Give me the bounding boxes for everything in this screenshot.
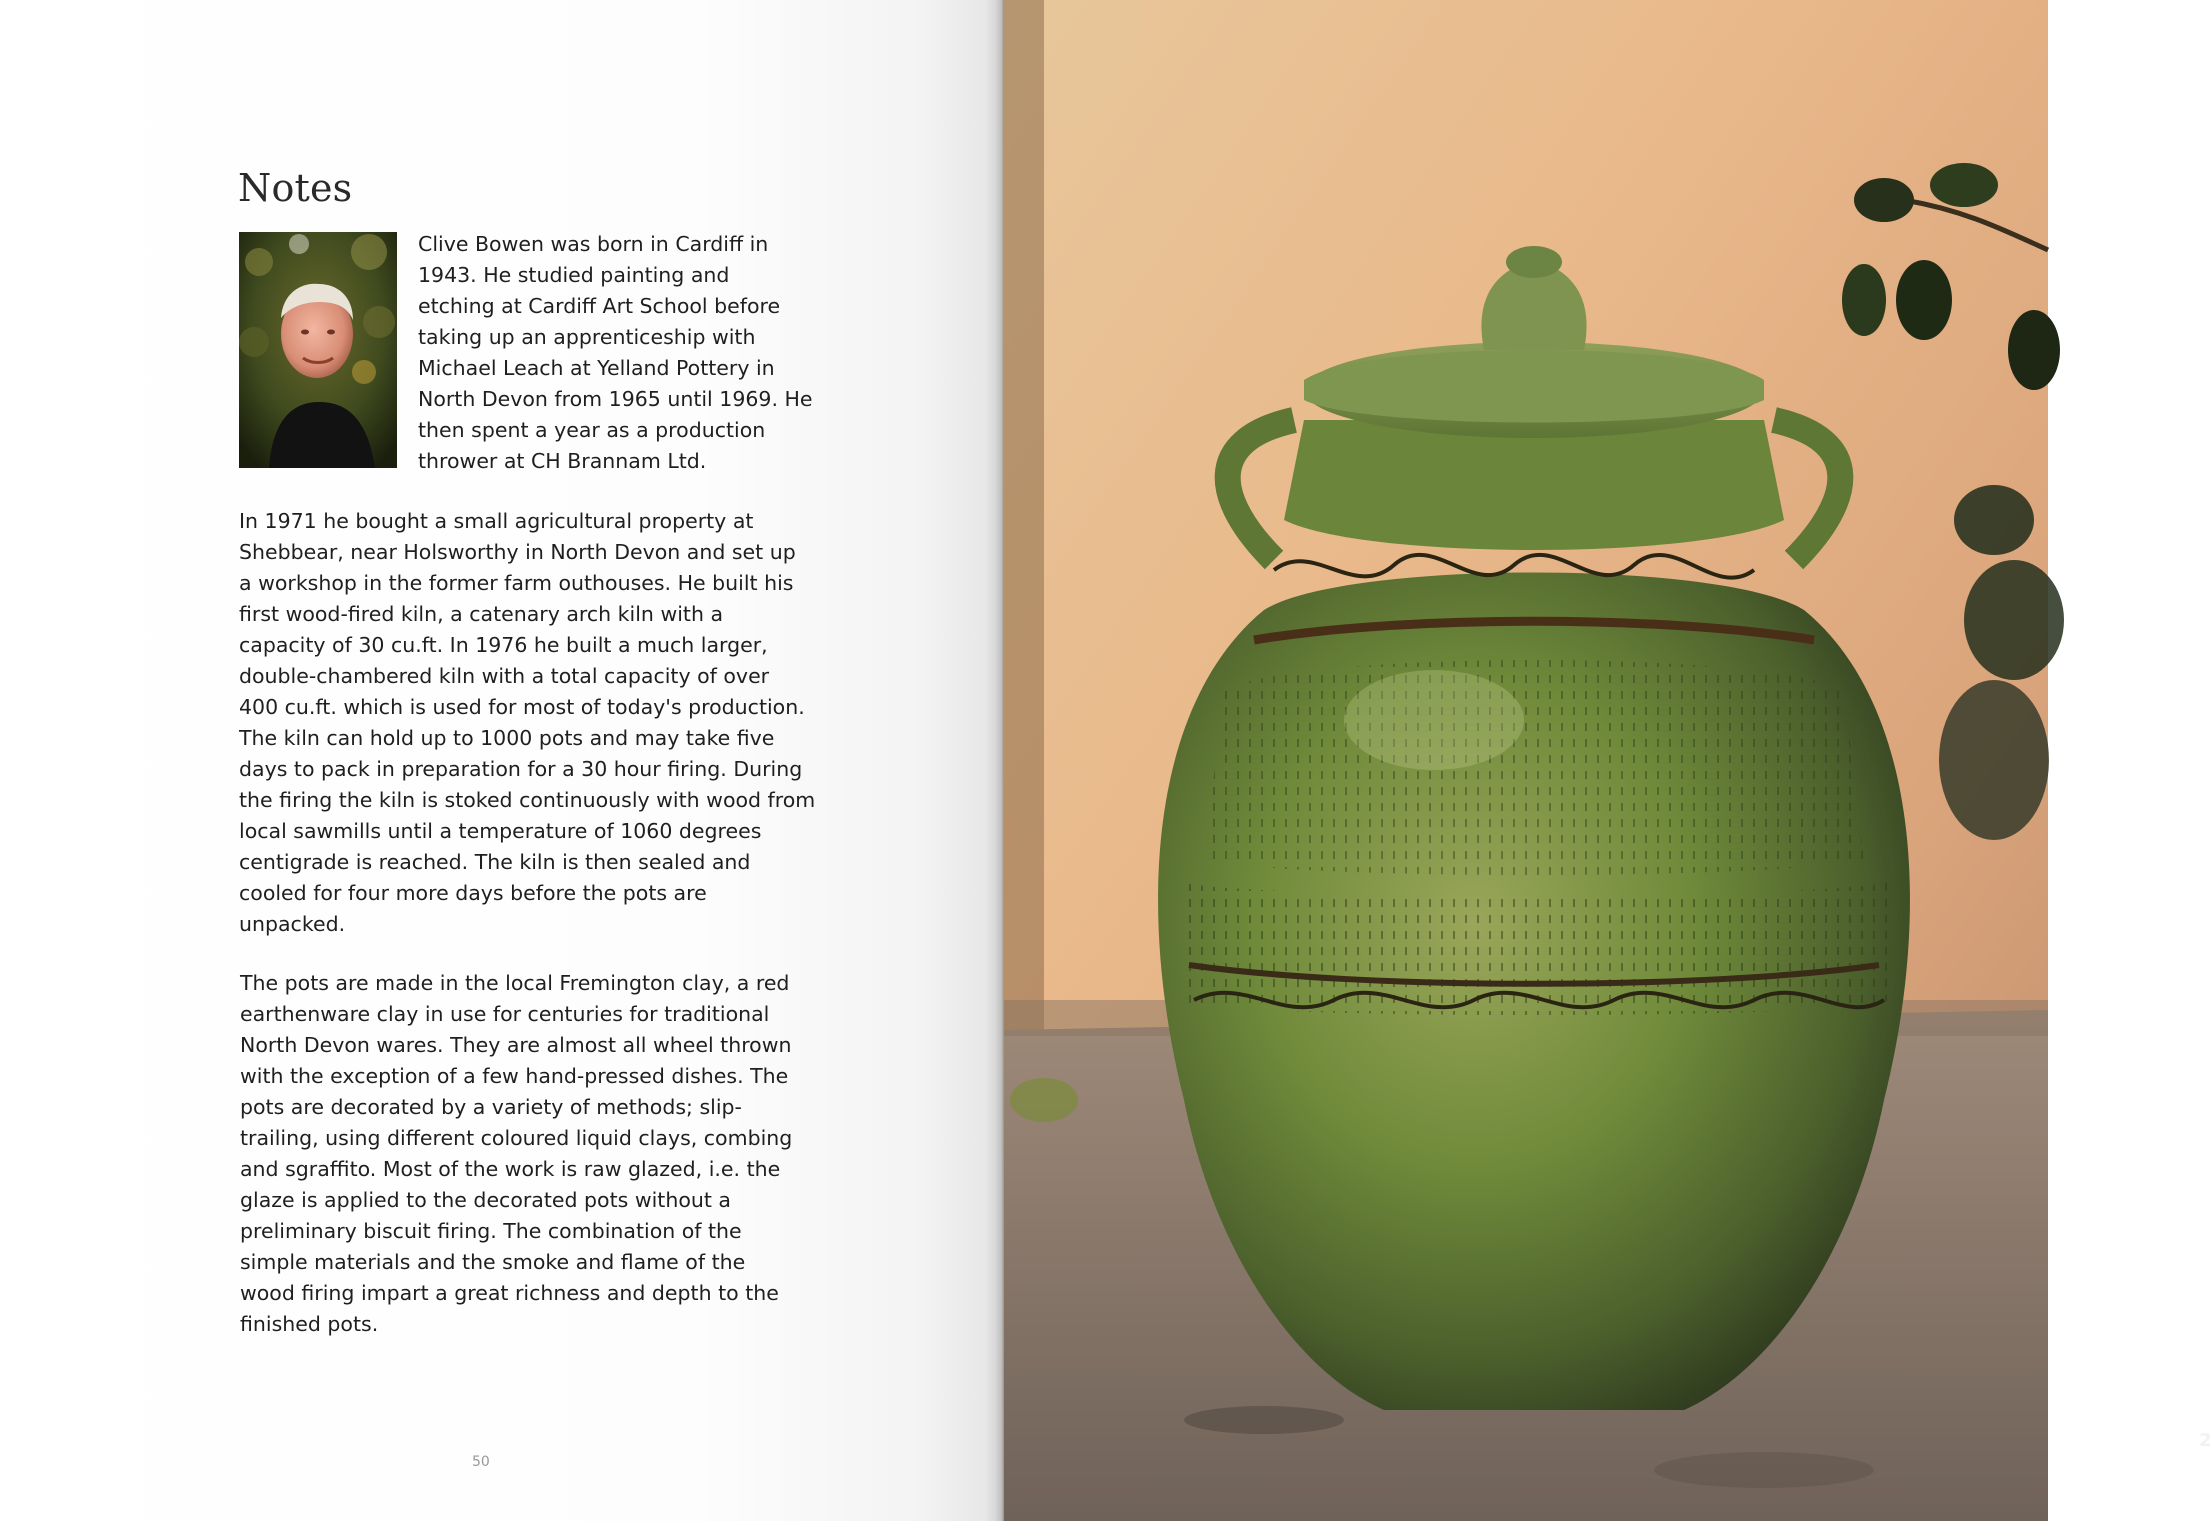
materials-paragraph: The pots are made in the local Fremington clay, a red earthenware clay in use for centuries for traditional North Devon wares. They are almost all wheel thrown with the exception of a few hand-pressed dishes. The pots are decorated by a variety of methods; slip- trailing, using different coloured liquid clays, combing and sgraffito. Most of the work is raw glazed, i.e. the glaze is applied to the decorated pots without a preliminary biscuit firing. The combination of the simple materials and the smoke and flame of the wood firing impart a great richness and depth to the finished pots.	[240, 971, 793, 1336]
workshop-paragraph: In 1971 he bought a small agricultural property at Shebbear, near Holsworthy in North Devon and set up a workshop in the former farm outhouses. He built his first wood-fired kiln, a catenary arch kiln with a capacity of 30 cu.ft. In 1976 he built a much larger, double-chambered kiln with a total capacity of over 400 cu.ft. which is used for most of today's production. The kiln can hold up to 1000 pots and may take five days to pack in preparation for a 30 hour firing. During the firing the kiln is stoked continuously with wood from local sawmills until a temperature of 1060 degrees centigrade is reached. The kiln is then sealed and cooled for four more days before the pots are unpacked.	[239, 509, 816, 936]
jar-photograph	[1004, 0, 2048, 1521]
right-page	[1004, 0, 2212, 1521]
portrait-illustration	[239, 232, 397, 468]
author-portrait	[239, 232, 397, 468]
left-page	[0, 0, 1003, 1521]
right-page-number: 2	[2199, 1430, 2212, 1451]
left-page-number: 50	[472, 1454, 490, 1470]
page-heading: Notes	[238, 166, 353, 210]
biography-paragraph: Clive Bowen was born in Cardiff in 1943. He studied painting and etching at Cardiff Art School before taking up an apprenticeship with Michael Leach at Yelland Pottery in North Devon from 1965 until 1969. He then spent a year as a production thrower at CH Brannam Ltd.	[418, 232, 813, 473]
